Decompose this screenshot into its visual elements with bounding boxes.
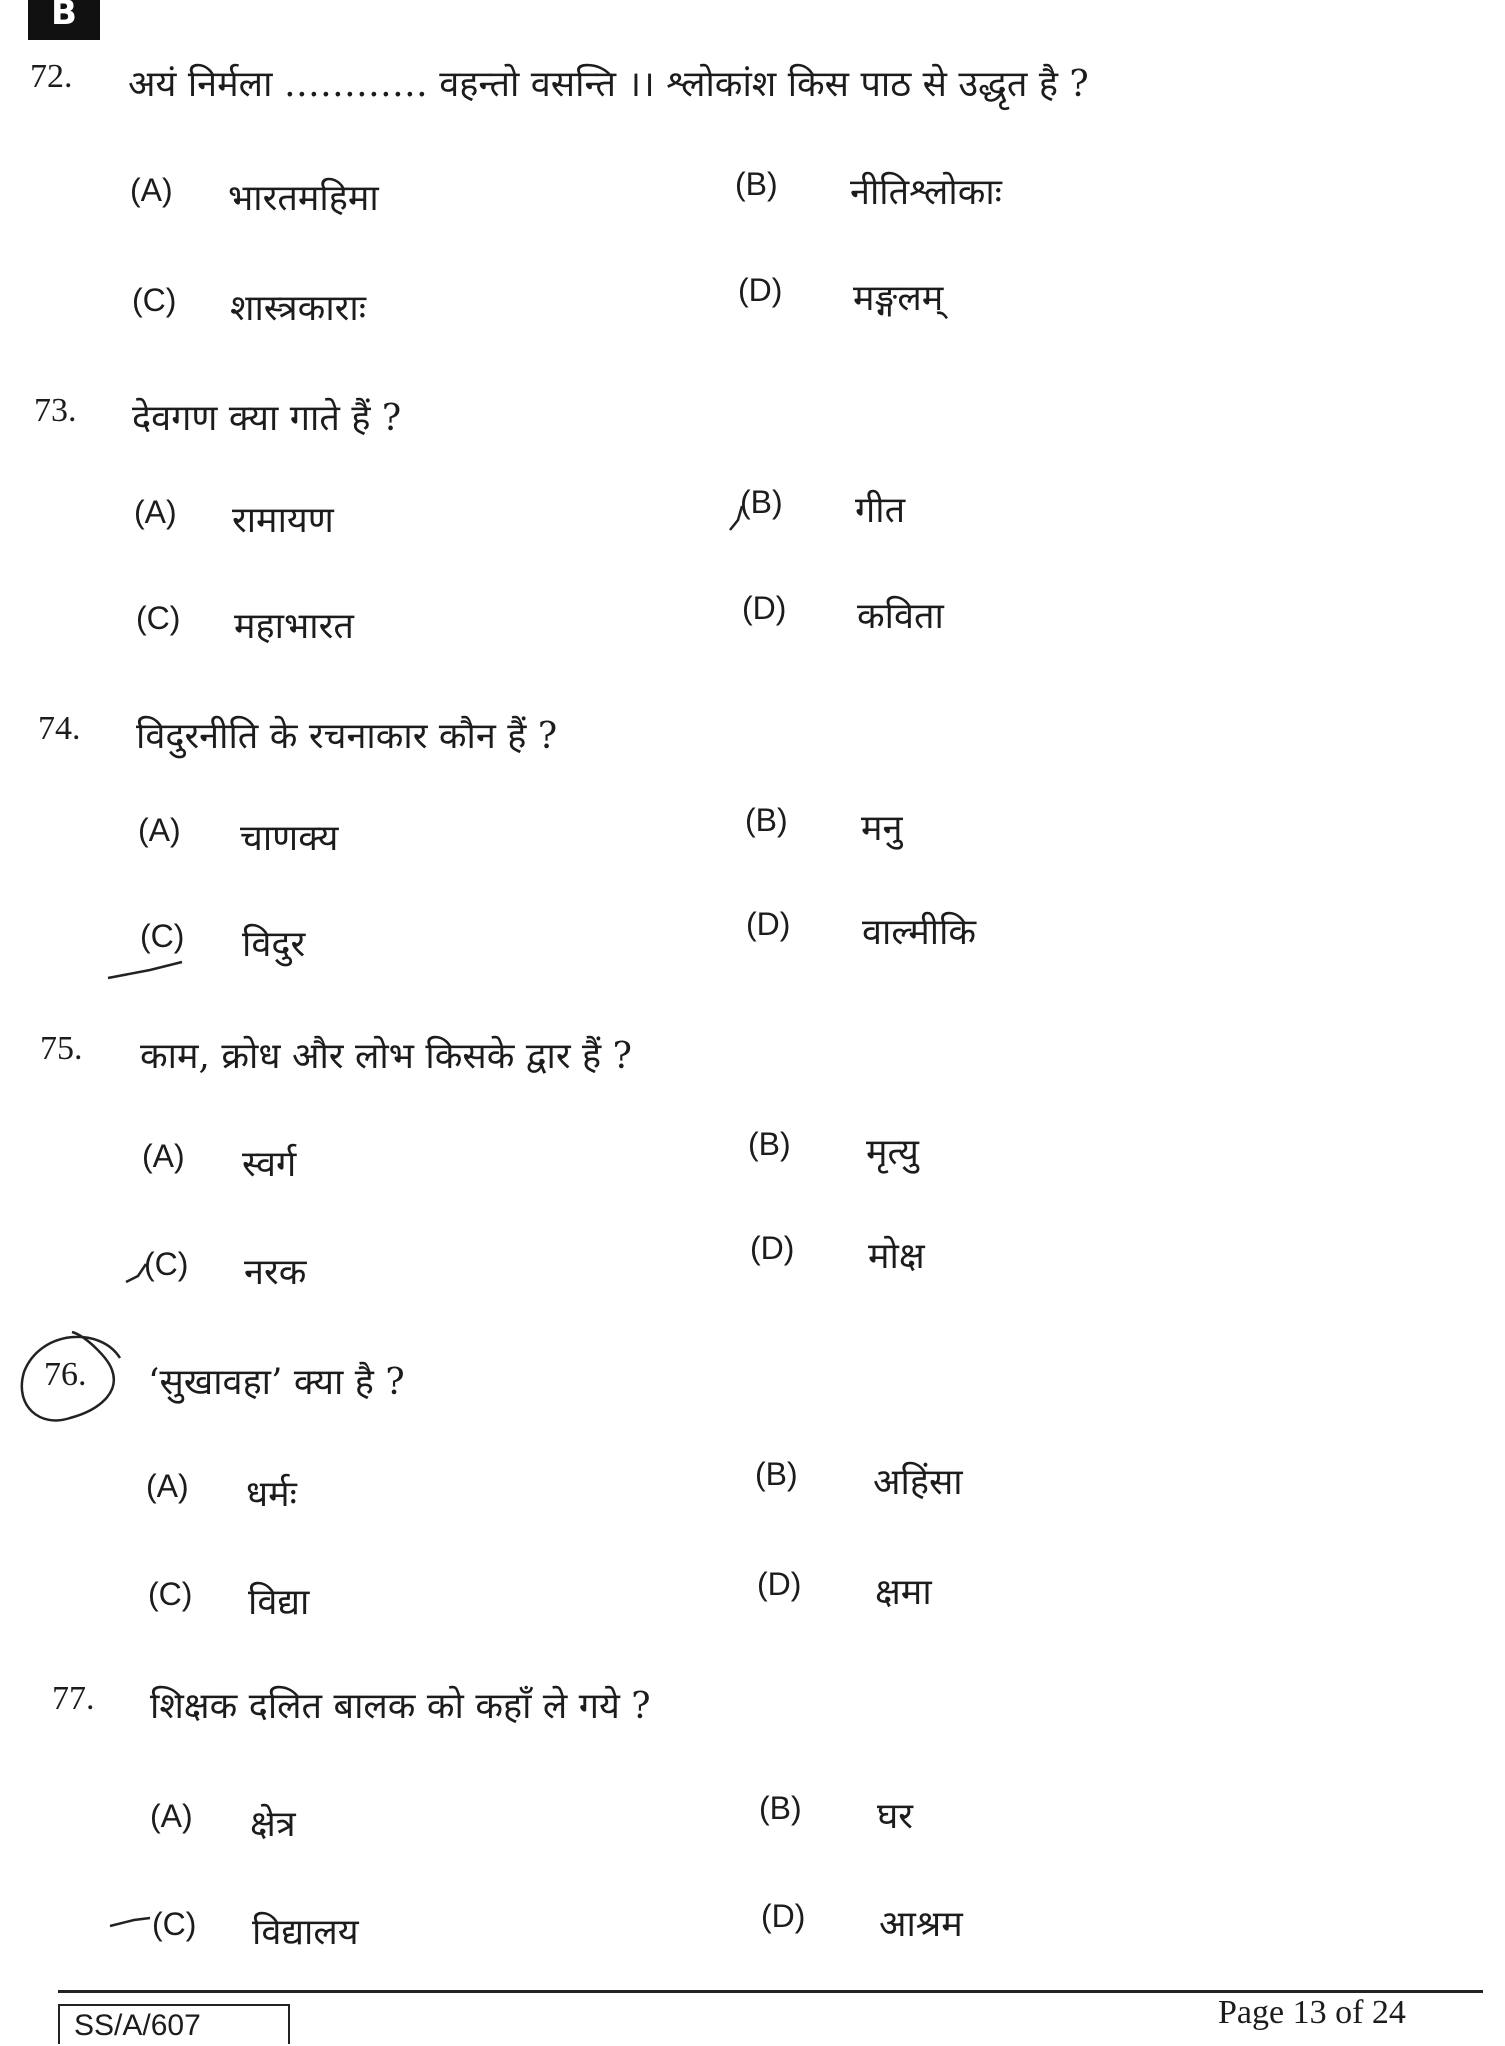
page-number: Page 13 of 24 — [1218, 1994, 1406, 2031]
option-label: (D) — [761, 1898, 806, 1934]
option-text: क्षेत्र — [250, 1804, 296, 1845]
option-text: कविता — [857, 596, 944, 637]
option-text: विदुर — [242, 924, 306, 965]
option-text: आश्रम — [879, 1904, 963, 1945]
option-text: स्वर्ग — [242, 1144, 297, 1185]
option-label: (B) — [748, 1126, 791, 1162]
option-label: (B) — [759, 1790, 802, 1826]
question-number: 74. — [38, 710, 81, 747]
option-text: मृत्यु — [866, 1132, 919, 1173]
option-text: घर — [877, 1796, 913, 1837]
option-label: (A) — [150, 1798, 193, 1834]
option-text: विद्या — [248, 1582, 310, 1623]
question-text: शिक्षक दलित बालक को कहाँ ले गये ? — [150, 1686, 651, 1727]
question-number: 77. — [52, 1680, 95, 1717]
option-label: (B) — [745, 802, 788, 838]
option-text: चाणक्य — [240, 818, 339, 859]
option-label: (B) — [755, 1456, 798, 1492]
tick-mark-73b — [730, 506, 742, 530]
question-text: अयं निर्मला ………… वहन्तो वसन्ति ।। श्लोकांश किस पाठ से उद्धृत है ? — [128, 64, 1089, 105]
option-text: अहिंसा — [873, 1462, 963, 1503]
question-text: काम, क्रोध और लोभ किसके द्वार हैं ? — [140, 1036, 632, 1077]
option-label: (D) — [757, 1566, 802, 1602]
option-label: (D) — [750, 1230, 795, 1266]
option-text: भारतमहिमा — [228, 178, 379, 219]
question-number: 73. — [34, 392, 77, 429]
section-letter: B — [51, 0, 77, 33]
option-label: (C) — [140, 918, 185, 954]
option-label: (A) — [138, 812, 181, 848]
question-number: 76. — [44, 1356, 87, 1393]
question-number: 75. — [40, 1030, 83, 1067]
option-label: (C) — [136, 600, 181, 636]
question-number: 72. — [30, 58, 73, 95]
option-text: रामायण — [232, 500, 334, 541]
option-label: (A) — [134, 494, 177, 530]
option-text: मोक्ष — [868, 1236, 925, 1277]
option-text: मङ्गलम् — [853, 278, 944, 319]
circle-mark-76 — [22, 1332, 120, 1420]
tick-mark-75c — [126, 1264, 146, 1282]
question-text: विदुरनीति के रचनाकार कौन हैं ? — [136, 716, 558, 757]
tick-mark-74c — [108, 962, 182, 978]
option-label: (C) — [144, 1246, 189, 1282]
paper-code: SS/A/607 — [58, 2004, 290, 2044]
option-text: धर्मः — [246, 1474, 297, 1515]
option-label: (C) — [152, 1906, 197, 1942]
option-text: नरक — [244, 1252, 307, 1293]
option-label: (D) — [738, 272, 783, 308]
option-label: (B) — [735, 166, 778, 202]
option-label: (D) — [742, 590, 787, 626]
option-text: वाल्मीकि — [862, 912, 977, 953]
option-label: (D) — [746, 906, 791, 942]
option-label: (A) — [142, 1138, 185, 1174]
option-text: विद्यालय — [252, 1912, 359, 1953]
option-label: (A) — [130, 172, 173, 208]
footer-rule — [58, 1990, 1483, 1993]
question-text: ‘सुखावहा’ क्या है ? — [148, 1362, 405, 1403]
tick-mark-77c — [110, 1918, 150, 1926]
option-text: महाभारत — [234, 606, 354, 647]
option-label: (C) — [132, 282, 177, 318]
option-text: मनु — [861, 808, 903, 849]
option-label: (A) — [146, 1468, 189, 1504]
option-label: (B) — [740, 484, 783, 520]
option-text: शास्त्रकाराः — [230, 288, 366, 329]
option-text: नीतिश्लोकाः — [850, 172, 1002, 213]
option-text: क्षमा — [875, 1572, 932, 1613]
option-text: गीत — [855, 490, 906, 531]
option-label: (C) — [148, 1576, 193, 1612]
question-text: देवगण क्या गाते हैं ? — [132, 398, 402, 439]
